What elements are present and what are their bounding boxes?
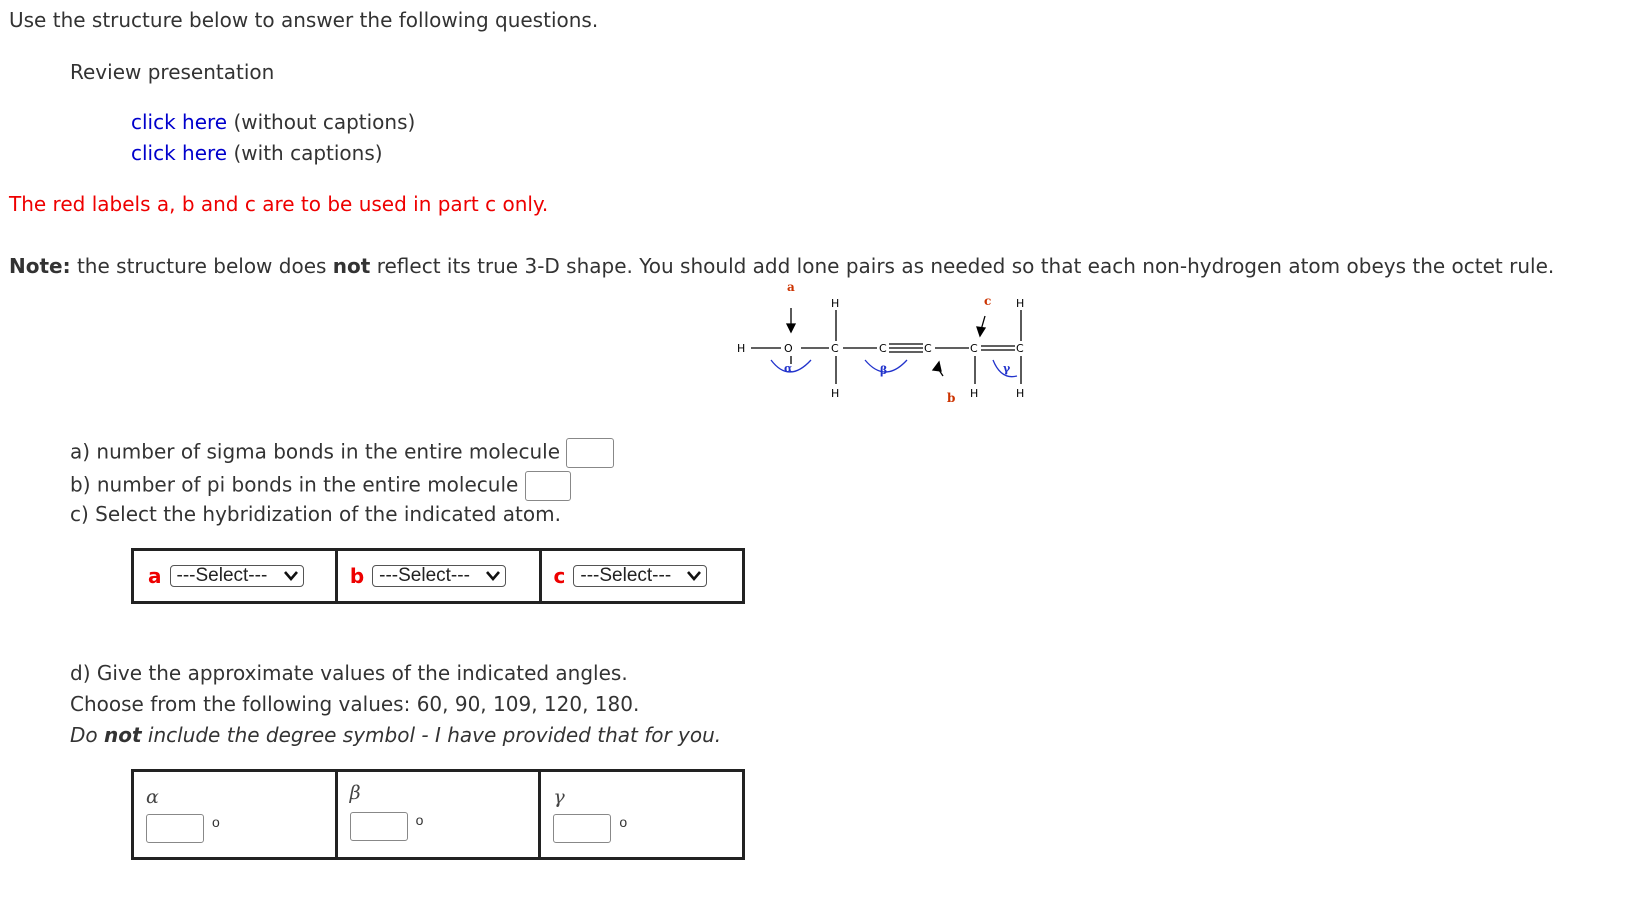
review-link-suffix: (with captions)	[227, 141, 383, 165]
intro-text: Use the structure below to answer the following questions.	[9, 8, 599, 32]
part-d-line3-post: include the degree symbol - I have provided that for you.	[141, 723, 722, 747]
chevron-down-icon	[283, 570, 299, 582]
hybridization-select-b[interactable]	[372, 565, 506, 587]
angle-cell-beta	[336, 771, 540, 859]
hybridization-table	[131, 548, 745, 604]
angle-table	[131, 769, 745, 860]
red-label-a: a	[787, 280, 795, 294]
angle-cell-alpha	[133, 771, 337, 859]
hybrid-label-b: b	[349, 564, 365, 588]
atom-label: O	[784, 342, 793, 355]
hybridization-cell-a	[133, 550, 337, 603]
atom-label: C	[1016, 342, 1024, 355]
angle-symbol-gamma: γ	[553, 786, 565, 808]
part-d-line3-bold: not	[104, 723, 142, 747]
review-link-row-2	[131, 141, 383, 165]
red-label-b: b	[947, 391, 956, 405]
part-d-line2: Choose from the following values: 60, 90, 109, 120, 180.	[70, 692, 640, 716]
atom-label: H	[737, 342, 746, 355]
pi-bonds-input[interactable]	[525, 471, 571, 501]
part-d-line3-pre: Do	[70, 723, 104, 747]
angle-label-beta: β	[880, 364, 888, 377]
angle-label-gamma: γ	[1003, 362, 1011, 375]
hybrid-label-a: a	[148, 564, 162, 588]
part-d-line1: d) Give the approximate values of the indicated angles.	[70, 661, 628, 685]
part-d-line3	[70, 723, 721, 747]
red-labels-note: The red labels a, b and c are to be used in part c only.	[9, 192, 549, 216]
angle-cell-gamma	[540, 771, 744, 859]
atom-label: C	[970, 342, 978, 355]
angle-symbol-beta: β	[349, 782, 361, 804]
degree-mark: o	[619, 814, 628, 830]
note-text-2: reflect its true 3-D shape. You should add lone pairs as needed so that each non-hydrogen atom obeys the octet rule.	[370, 254, 1555, 278]
sigma-bonds-input[interactable]	[566, 438, 614, 468]
octet-note	[9, 254, 1554, 278]
hybrid-label-c: c	[553, 564, 566, 588]
question-a	[70, 438, 614, 468]
review-link-row-1	[131, 110, 415, 134]
review-link-suffix: (without captions)	[227, 110, 416, 134]
select-value: ---Select---	[580, 565, 672, 586]
select-value: ---Select---	[379, 565, 470, 586]
angle-alpha-input[interactable]	[146, 814, 204, 843]
review-link-without-captions[interactable]: click here	[131, 110, 228, 134]
note-text-1: the structure below does	[70, 254, 333, 278]
atom-label: H	[970, 387, 979, 400]
note-label: Note:	[9, 254, 71, 278]
atom-label: H	[831, 387, 840, 400]
degree-mark: o	[212, 814, 220, 830]
review-link-with-captions[interactable]: click here	[131, 141, 228, 165]
question-c: c) Select the hybridization of the indicated atom.	[70, 502, 561, 526]
atom-label: H	[1016, 297, 1025, 310]
hybridization-select-c[interactable]	[573, 565, 707, 587]
hybridization-select-a[interactable]	[170, 565, 304, 587]
question-b-text: b) number of pi bonds in the entire molecule	[70, 472, 519, 497]
atom-label: H	[1016, 387, 1025, 400]
angle-gamma-input[interactable]	[553, 814, 611, 843]
question-b	[70, 471, 571, 501]
angle-symbol-alpha: α	[146, 786, 159, 808]
chevron-down-icon	[686, 570, 702, 582]
atom-label: C	[879, 342, 887, 355]
review-heading: Review presentation	[70, 60, 275, 84]
atom-label: C	[831, 342, 839, 355]
atom-label: H	[831, 297, 840, 310]
hybridization-cell-b	[336, 550, 540, 603]
degree-mark: o	[415, 812, 424, 828]
angle-beta-input[interactable]	[350, 812, 408, 841]
angle-label-alpha: α	[784, 362, 793, 375]
question-a-text: a) number of sigma bonds in the entire molecule	[70, 439, 561, 464]
note-bold-not: not	[332, 254, 371, 278]
atom-label: C	[924, 342, 932, 355]
hybridization-cell-c	[540, 550, 743, 603]
molecule-structure	[725, 276, 1045, 411]
select-value: ---Select---	[176, 565, 268, 586]
red-label-c: c	[984, 294, 992, 308]
chevron-down-icon	[485, 570, 501, 582]
